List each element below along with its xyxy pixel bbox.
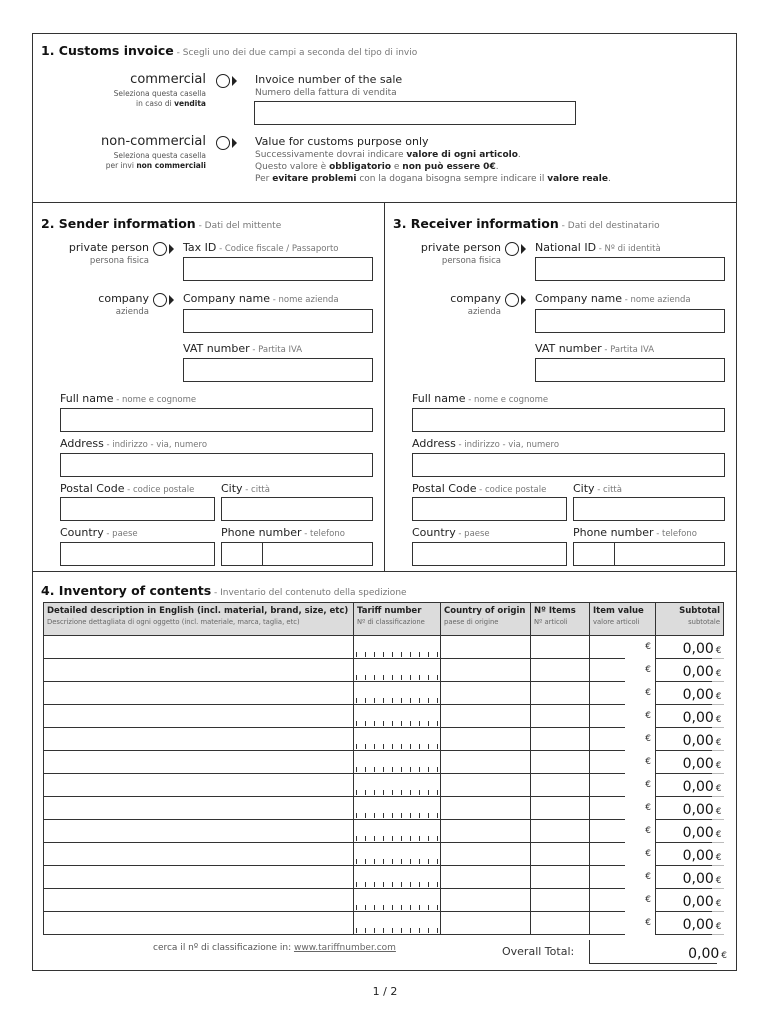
item-value-cell[interactable] [590, 705, 656, 728]
receiver-private-label: private person [420, 241, 501, 254]
radio-circle-icon [216, 136, 230, 150]
items-cell[interactable] [531, 774, 590, 797]
euro-symbol: € [715, 852, 722, 863]
tariff-digit-ticks [356, 813, 438, 818]
items-cell[interactable] [531, 889, 590, 912]
tariff-lookup-note: cerca il nº di classificazione in: www.tariffnumber.com [153, 943, 396, 953]
tariff-cell[interactable] [354, 636, 441, 659]
items-cell[interactable] [531, 843, 590, 866]
receiver-information-section [384, 202, 737, 572]
item-value-cell[interactable] [590, 682, 656, 705]
sender-company-name-label: Company name - nome azienda [183, 292, 339, 305]
origin-cell[interactable] [441, 889, 531, 912]
subtotal-value: 0,00 [682, 778, 714, 795]
sender-postal-field[interactable] [60, 497, 215, 521]
pointer-triangle-icon [169, 244, 174, 254]
euro-symbol: € [645, 688, 651, 698]
sender-vat-label: VAT number - Partita IVA [183, 342, 303, 355]
receiver-address-label: Address - indirizzo - via, numero [412, 437, 560, 450]
subtotal-cell [656, 705, 724, 728]
tariffnumber-link[interactable]: www.tariffnumber.com [293, 943, 396, 953]
receiver-address-field[interactable] [412, 453, 725, 477]
sender-country-field[interactable] [60, 542, 215, 566]
radio-circle-icon [505, 242, 519, 256]
description-cell[interactable] [44, 774, 354, 797]
inventory-row [44, 843, 724, 866]
subtotal-cell [656, 820, 724, 843]
pointer-triangle-icon [521, 295, 526, 305]
euro-symbol: € [645, 849, 651, 859]
section-1-title: 1. Customs invoice - Scegli uno dei due campi a seconda del tipo di invio [41, 43, 418, 58]
items-cell[interactable] [531, 682, 590, 705]
noncommercial-label: non-commercial [101, 134, 206, 149]
overall-total-value: 0,00 [688, 946, 720, 962]
tariff-cell[interactable] [354, 705, 441, 728]
description-cell[interactable] [44, 705, 354, 728]
tariff-cell[interactable] [354, 659, 441, 682]
inventory-table [43, 602, 724, 935]
origin-cell[interactable] [441, 843, 531, 866]
receiver-city-label: City - città [573, 482, 622, 495]
inventory-row [44, 682, 724, 705]
receiver-private-radio[interactable] [505, 242, 526, 256]
subtotal-value: 0,00 [682, 893, 714, 910]
items-cell[interactable] [531, 636, 590, 659]
euro-symbol: € [645, 826, 651, 836]
origin-cell[interactable] [441, 820, 531, 843]
item-value-cell[interactable] [590, 797, 656, 820]
customs-invoice-section [32, 33, 737, 203]
sender-information-section [32, 202, 385, 572]
sender-taxid-label: Tax ID - Codice fiscale / Passaporto [183, 241, 339, 254]
item-value-cell[interactable] [590, 866, 656, 889]
section-4-title: 4. Inventory of contents - Inventario del contenuto della spedizione [41, 583, 407, 598]
tariff-digit-ticks [356, 882, 438, 887]
origin-cell[interactable] [441, 912, 531, 935]
origin-cell[interactable] [441, 866, 531, 889]
tariff-cell[interactable] [354, 774, 441, 797]
euro-symbol: € [721, 951, 727, 961]
origin-cell[interactable] [441, 636, 531, 659]
radio-circle-icon [216, 74, 230, 88]
subtotal-cell [656, 912, 724, 935]
tariff-digit-ticks [356, 836, 438, 841]
radio-circle-icon [505, 293, 519, 307]
item-value-cell[interactable] [590, 774, 656, 797]
item-value-cell[interactable] [590, 728, 656, 751]
receiver-vat-field[interactable] [535, 358, 725, 382]
subtotal-cell [656, 843, 724, 866]
invoice-number-field[interactable] [254, 101, 576, 125]
receiver-country-field[interactable] [412, 542, 567, 566]
origin-cell[interactable] [441, 659, 531, 682]
subtotal-value: 0,00 [682, 640, 714, 657]
origin-cell[interactable] [441, 705, 531, 728]
subtotal-cell [656, 866, 724, 889]
euro-symbol: € [715, 898, 722, 909]
inventory-row [44, 912, 724, 935]
euro-symbol: € [645, 872, 651, 882]
inventory-row [44, 636, 724, 659]
euro-symbol: € [715, 875, 722, 886]
items-cell[interactable] [531, 912, 590, 935]
subtotal-value: 0,00 [682, 732, 714, 749]
pointer-triangle-icon [521, 244, 526, 254]
section-2-title: 2. Sender information - Dati del mittente [41, 216, 282, 231]
item-value-cell[interactable] [590, 912, 656, 935]
tariff-digit-ticks [356, 790, 438, 795]
euro-symbol: € [645, 642, 651, 653]
sender-phone-label: Phone number - telefono [221, 526, 345, 539]
item-value-cell[interactable] [590, 636, 656, 659]
receiver-postal-label: Postal Code - codice postale [412, 482, 547, 495]
inventory-row [44, 728, 724, 751]
subtotal-value: 0,00 [682, 686, 714, 703]
items-cell[interactable] [531, 659, 590, 682]
receiver-country-label: Country - paese [412, 526, 490, 539]
inventory-row [44, 774, 724, 797]
sender-country-label: Country - paese [60, 526, 138, 539]
commercial-note: Seleziona questa casella in caso di vendita [113, 89, 206, 108]
section-3-title: 3. Receiver information - Dati del destinatario [393, 216, 660, 231]
subtotal-cell [656, 889, 724, 912]
receiver-company-name-field[interactable] [535, 309, 725, 333]
sender-private-note: persona fisica [89, 256, 149, 266]
tariff-cell[interactable] [354, 797, 441, 820]
tariff-cell[interactable] [354, 682, 441, 705]
pointer-triangle-icon [169, 295, 174, 305]
receiver-phone-number-field[interactable] [614, 542, 725, 566]
overall-total-label: Overall Total: [502, 945, 575, 958]
origin-cell[interactable] [441, 751, 531, 774]
tariff-digit-ticks [356, 698, 438, 703]
col-tariff-header: Tariff number Nº di classificazione [354, 603, 441, 636]
euro-symbol: € [645, 895, 651, 905]
sender-vat-field[interactable] [183, 358, 373, 382]
tariff-cell[interactable] [354, 889, 441, 912]
description-cell[interactable] [44, 889, 354, 912]
items-cell[interactable] [531, 820, 590, 843]
tariff-cell[interactable] [354, 820, 441, 843]
receiver-company-label: company [450, 292, 501, 305]
sender-city-field[interactable] [221, 497, 373, 521]
subtotal-cell [656, 659, 724, 682]
sender-address-label: Address - indirizzo - via, numero [60, 437, 208, 450]
receiver-nationalid-label: National ID - Nº di identità [535, 241, 661, 254]
col-description-header: Detailed description in English (incl. material, brand, size, etc) Descrizione dettagliata di ogni oggetto (incl. materiale, marca, taglia, etc) [44, 603, 354, 636]
receiver-fullname-label: Full name - nome e cognome [412, 392, 549, 405]
description-cell[interactable] [44, 797, 354, 820]
commercial-label: commercial [130, 72, 206, 87]
description-cell[interactable] [44, 659, 354, 682]
inventory-row [44, 659, 724, 682]
col-subtotal-header: Subtotal subtotale [656, 603, 724, 636]
items-cell[interactable] [531, 751, 590, 774]
tariff-digit-ticks [356, 721, 438, 726]
subtotal-value: 0,00 [682, 663, 714, 680]
euro-symbol: € [715, 737, 722, 748]
tariff-cell[interactable] [354, 843, 441, 866]
sender-company-label: company [98, 292, 149, 305]
subtotal-value: 0,00 [682, 824, 714, 841]
sender-postal-label: Postal Code - codice postale [60, 482, 195, 495]
euro-symbol: € [715, 921, 722, 932]
description-cell[interactable] [44, 843, 354, 866]
inventory-row [44, 705, 724, 728]
inventory-row [44, 751, 724, 774]
subtotal-cell [656, 728, 724, 751]
euro-symbol: € [645, 757, 651, 767]
tariff-cell[interactable] [354, 912, 441, 935]
receiver-phone-label: Phone number - telefono [573, 526, 697, 539]
description-cell[interactable] [44, 636, 354, 659]
receiver-company-name-label: Company name - nome azienda [535, 292, 691, 305]
sender-city-label: City - città [221, 482, 270, 495]
subtotal-cell [656, 682, 724, 705]
euro-symbol: € [715, 760, 722, 771]
origin-cell[interactable] [441, 774, 531, 797]
euro-symbol: € [715, 645, 722, 656]
euro-symbol: € [645, 711, 651, 721]
noncommercial-radio[interactable] [216, 136, 237, 150]
col-items-header: Nº Items Nº articoli [531, 603, 590, 636]
description-cell[interactable] [44, 866, 354, 889]
euro-symbol: € [645, 780, 651, 790]
euro-symbol: € [715, 783, 722, 794]
items-cell[interactable] [531, 705, 590, 728]
sender-fullname-field[interactable] [60, 408, 373, 432]
item-value-cell[interactable] [590, 820, 656, 843]
radio-circle-icon [153, 293, 167, 307]
subtotal-value: 0,00 [682, 801, 714, 818]
customs-value-instructions: Successivamente dovrai indicare valore di ogni articolo. Questo valore è obbligatorio e non può essere 0€. Per evitare problemi con la dogana bisogna sempre indicare il valore reale. [255, 150, 611, 184]
tariff-cell[interactable] [354, 866, 441, 889]
sender-phone-prefix-field[interactable] [221, 542, 263, 566]
subtotal-cell [656, 774, 724, 797]
commercial-radio[interactable] [216, 74, 237, 88]
inventory-header-row [44, 603, 724, 636]
tariff-digit-ticks [356, 767, 438, 772]
tariff-cell[interactable] [354, 751, 441, 774]
sender-taxid-field[interactable] [183, 257, 373, 281]
description-cell[interactable] [44, 751, 354, 774]
sender-company-note: azienda [115, 307, 149, 317]
sender-private-radio[interactable] [153, 242, 174, 256]
sender-address-field[interactable] [60, 453, 373, 477]
receiver-vat-label: VAT number - Partita IVA [535, 342, 655, 355]
subtotal-value: 0,00 [682, 755, 714, 772]
col-value-header: Item value valore articoli [590, 603, 656, 636]
radio-circle-icon [153, 242, 167, 256]
origin-cell[interactable] [441, 682, 531, 705]
description-cell[interactable] [44, 728, 354, 751]
tariff-digit-ticks [356, 652, 438, 657]
item-value-cell[interactable] [590, 751, 656, 774]
customs-form-page [32, 33, 737, 971]
description-cell[interactable] [44, 820, 354, 843]
invoice-number-title: Invoice number of the sale [255, 73, 403, 86]
receiver-company-radio[interactable] [505, 293, 526, 307]
tariff-digit-ticks [356, 859, 438, 864]
sender-private-label: private person [68, 241, 149, 254]
receiver-nationalid-field[interactable] [535, 257, 725, 281]
items-cell[interactable] [531, 728, 590, 751]
page-indicator: 1 / 2 [372, 985, 398, 998]
euro-symbol: € [645, 734, 651, 744]
receiver-private-note: persona fisica [441, 256, 501, 266]
items-cell[interactable] [531, 797, 590, 820]
col-origin-header: Country of origin paese di origine [441, 603, 531, 636]
pointer-triangle-icon [232, 138, 237, 148]
subtotal-cell [656, 636, 724, 659]
item-value-cell[interactable] [590, 659, 656, 682]
sender-fullname-label: Full name - nome e cognome [60, 392, 197, 405]
tariff-cell[interactable] [354, 728, 441, 751]
subtotal-value: 0,00 [682, 870, 714, 887]
items-cell[interactable] [531, 866, 590, 889]
inventory-row [44, 820, 724, 843]
inventory-row [44, 866, 724, 889]
receiver-phone-prefix-field[interactable] [573, 542, 615, 566]
item-value-cell[interactable] [590, 889, 656, 912]
inventory-row [44, 889, 724, 912]
euro-symbol: € [645, 803, 651, 813]
euro-symbol: € [715, 691, 722, 702]
invoice-number-subtitle: Numero della fattura di vendita [255, 88, 397, 98]
customs-value-title: Value for customs purpose only [255, 135, 429, 148]
tariff-digit-ticks [356, 744, 438, 749]
euro-symbol: € [715, 806, 722, 817]
euro-symbol: € [645, 918, 651, 928]
subtotal-value: 0,00 [682, 847, 714, 864]
description-cell[interactable] [44, 682, 354, 705]
euro-symbol: € [715, 829, 722, 840]
description-cell[interactable] [44, 912, 354, 935]
sender-company-name-field[interactable] [183, 309, 373, 333]
receiver-postal-field[interactable] [412, 497, 567, 521]
receiver-city-field[interactable] [573, 497, 725, 521]
tariff-digit-ticks [356, 928, 438, 933]
tariff-digit-ticks [356, 905, 438, 910]
euro-symbol: € [715, 714, 722, 725]
overall-total-field[interactable] [589, 940, 729, 964]
sender-phone-number-field[interactable] [262, 542, 373, 566]
noncommercial-note: Seleziona questa casella per invi non commerciali [105, 151, 206, 170]
euro-symbol: € [715, 668, 722, 679]
receiver-fullname-field[interactable] [412, 408, 725, 432]
pointer-triangle-icon [232, 76, 237, 86]
inventory-section [32, 571, 737, 971]
tariff-digit-ticks [356, 675, 438, 680]
inventory-row [44, 797, 724, 820]
receiver-company-note: azienda [467, 307, 501, 317]
origin-cell[interactable] [441, 728, 531, 751]
euro-symbol: € [645, 665, 651, 675]
item-value-cell[interactable] [590, 843, 656, 866]
sender-company-radio[interactable] [153, 293, 174, 307]
subtotal-cell [656, 751, 724, 774]
subtotal-value: 0,00 [682, 916, 714, 933]
subtotal-value: 0,00 [682, 709, 714, 726]
origin-cell[interactable] [441, 797, 531, 820]
subtotal-cell [656, 797, 724, 820]
